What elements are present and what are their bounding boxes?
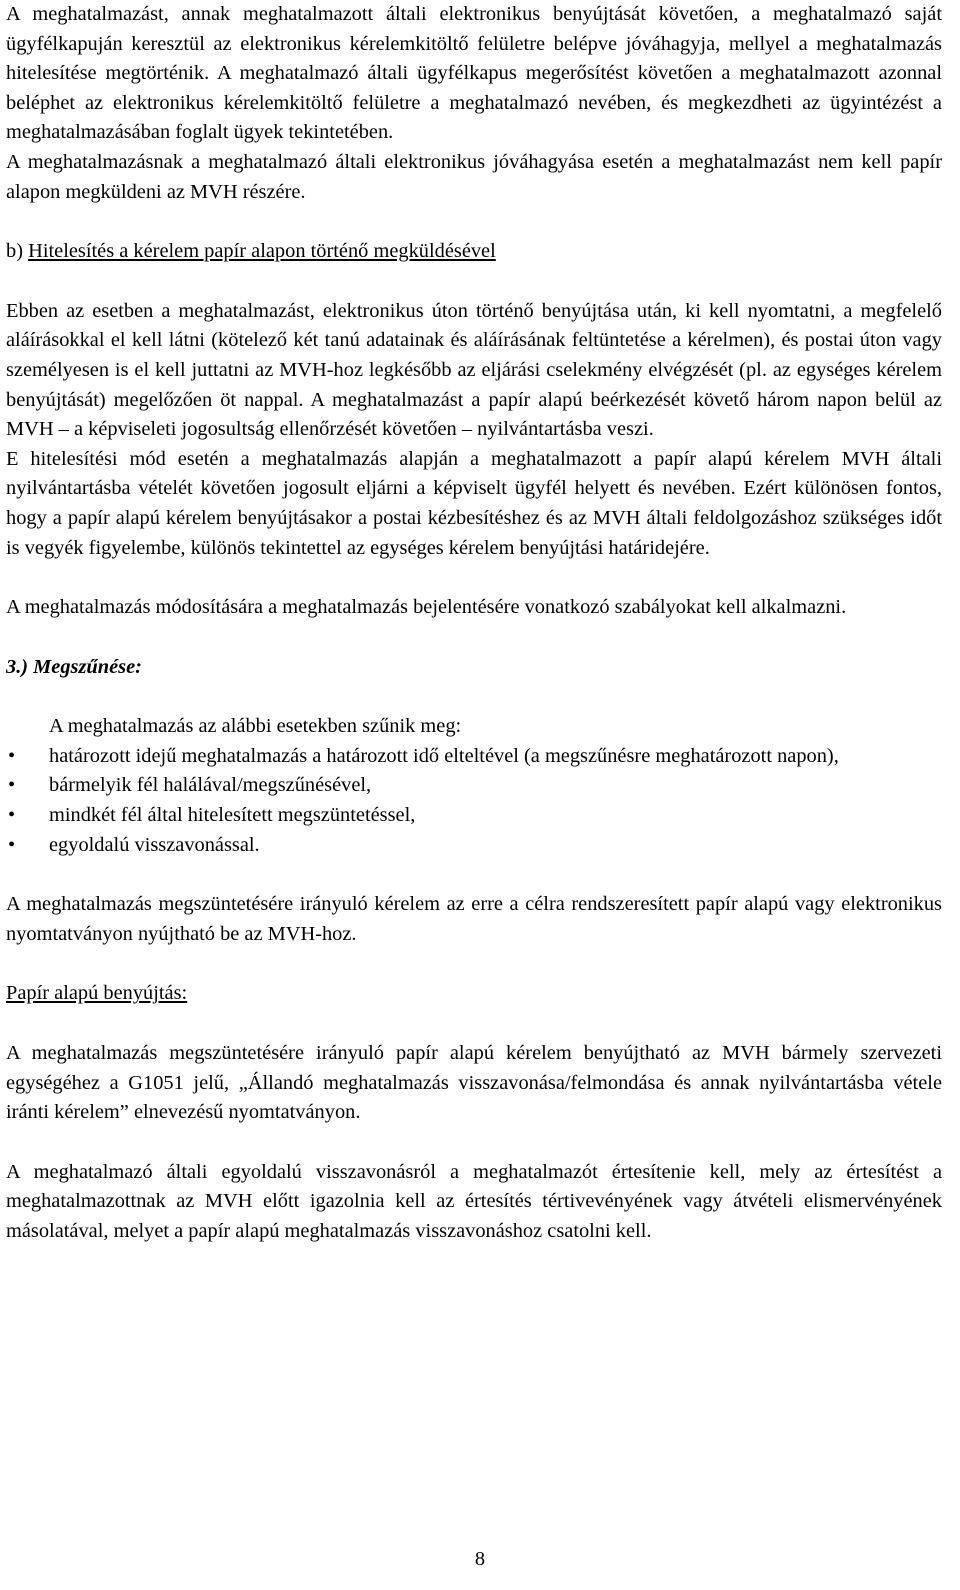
list-item-text: egyoldalú visszavonással. [49,833,260,856]
page-number: 8 [474,1548,486,1570]
list-item-text: határozott idejű meghatalmazás a határozott idő elteltével (a megszűnésre meghatározott napon), [49,744,839,767]
list-item-text: mindkét fél által hitelesített megszüntetéssel, [49,804,416,827]
paragraph-authentication-electronic: A meghatalmazást, annak meghatalmazott általi elektronikus benyújtását követően, a meghatalmazó saját ügyfélkapuján keresztül az elektronikus kérelemkitöltő felületre belépve jóváhagyja, mellyel a meghatalmazás hitelesítése megtörténik. A meghatalmazó általi ügyfélkapus megerősítést követően a meghatalmazott azonnal beléphet az elektronikus kérelemkitöltő felületre a meghatalmazó nevében, és megkezdheti az ügyintézést a meghatalmazásában foglalt ügyek tekintetében. [6,3,942,144]
bullet-icon: • [8,774,16,797]
paragraph-unilateral-revocation: A meghatalmazó általi egyoldalú visszavonásról a meghatalmazót értesítenie kell, mely az értesítést a meghatalmazottnak az MVH előtt igazolnia kell az értesítés tértivevényének vagy átvételi elismervényének másolatával, melyet a papír alapú meghatalmazás visszavonáshoz csatolni kell. [6,1160,942,1242]
section-b-title: Hitelesítés a kérelem papír alapon történő megküldésével [28,240,496,263]
paragraph-paper-submission: Ebben az esetben a meghatalmazást, elektronikus úton történő benyújtása után, ki kell nyomtatni, a megfelelő aláírásokkal el kell látni (kötelező két tanú adatainak és aláírásának feltüntetése a kérelmen), és postai úton vagy személyesen is el kell juttatni az MVH-hoz legkésőbb az eljárási cselekmény elvégzését (pl. az egységes kérelem benyújtását) megelőzően öt nappal. A meghatalmazást a papír alapú beérkezését követő három napon belül az MVH – a képviseleti jogosultság ellenőrzését követően – nyilvántartásba veszi. [6,299,942,441]
section-3-heading: 3.) Megszűnése: [6,655,142,678]
paragraph-modification: A meghatalmazás módosítására a meghatalmazás bejelentésére vonatkozó szabályokat kell alkalmazni. [6,596,847,619]
paragraph-paper-form: A meghatalmazás megszüntetésére irányuló papír alapú kérelem benyújtható az MVH bármely szervezeti egységéhez a G1051 jelű, „Állandó meghatalmazás visszavonása/felmondása és annak nyilvántartásba vétele iránti kérelem” elnevezésű nyomtatványon. [6,1042,942,1124]
bullet-icon: • [8,833,16,856]
section-b-prefix: b) [6,240,29,263]
termination-list [6,742,942,860]
paper-submission-heading: Papír alapú benyújtás: [6,982,188,1005]
section-b-heading [6,237,942,267]
bullet-icon: • [8,804,16,827]
list-item [6,831,942,861]
section-3-intro: A meghatalmazás az alábbi esetekben szűnik meg: [49,715,462,738]
list-item [6,742,942,772]
paragraph-termination-request: A meghatalmazás megszüntetésére irányuló kérelem az erre a célra rendszeresített papír alapú vagy elektronikus nyomtatványon nyújtható be az MVH-hoz. [6,893,942,945]
document-body [6,0,942,1247]
paragraph-authentication-mode: E hitelesítési mód esetén a meghatalmazás alapján a meghatalmazott a papír alapú kérelem MVH általi nyilvántartásba vételét követően jogosult eljárni a képviselt ügyfél helyett és nevében. Ezért különösen fontos, hogy a papír alapú kérelem benyújtásakor a postai kézbesítéshez és az MVH általi feldolgozáshoz szükséges időt is vegyék figyelembe, különös tekintettel az egységes kérelem benyújtási határidejére. [6,447,942,559]
paragraph-no-paper-needed: A meghatalmazásnak a meghatalmazó általi elektronikus jóváhagyása esetén a meghatalmazást nem kell papír alapon megküldeni az MVH részére. [6,150,942,203]
list-item [6,801,942,831]
list-item-text: bármelyik fél halálával/megszűnésével, [49,774,372,797]
bullet-icon: • [8,744,16,767]
list-item [6,771,942,801]
